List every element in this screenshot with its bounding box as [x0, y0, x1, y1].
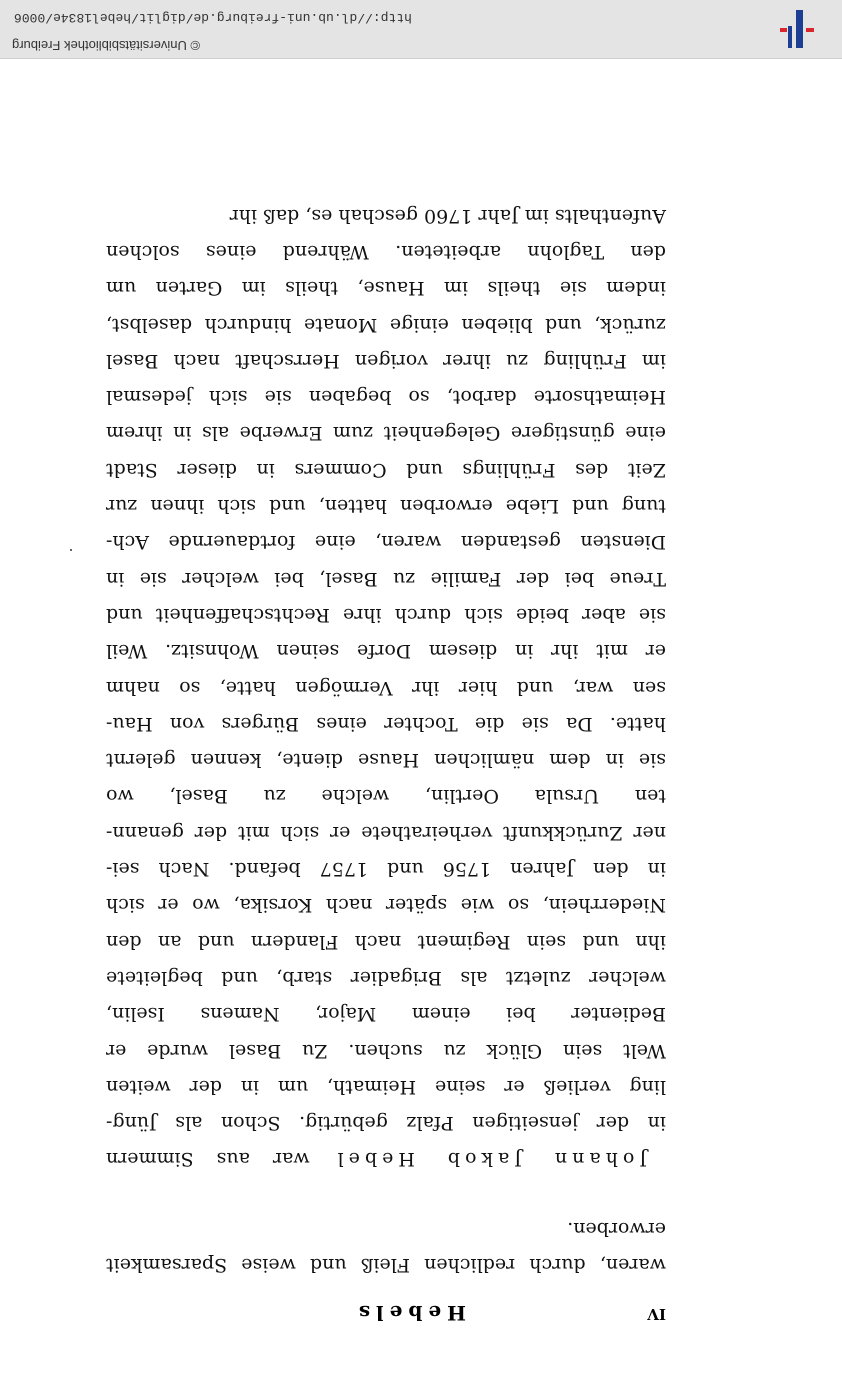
text-line: welcher zuletzt als Brigadier starb, und begleitete [106, 966, 666, 989]
paragraph-body [106, 197, 666, 1141]
text-line: Niederrhein, so wie später nach Korsika, wo er sich [106, 894, 666, 917]
page-number: IV [647, 1305, 666, 1323]
copyright-notice: © Universitätsbibliothek Freiburg [12, 38, 201, 53]
text-line: waren, durch redlichen Fleiß und weise Sparsamkeit [106, 1254, 666, 1276]
text-line: ihn und sein Regiment nach Flandern und an den [106, 930, 666, 953]
text-line: indem sie theils im Hause, theils im Garten um [106, 277, 666, 300]
text-line: den Taglohn arbeiteten. Während eines solchen [106, 240, 666, 263]
text-line: tung und Liebe erworben hatten, und sich ihnen zur [106, 495, 666, 518]
text-line: in der jenseitigen Pfalz gebürtig. Schon als Jüng- [106, 1112, 666, 1135]
text-line: Bedienter bei einem Major, Namens Iselin, [106, 1003, 666, 1026]
text-line: Diensten gestanden waren, eine fortdauernde Ach- [106, 531, 666, 554]
scanned-page [106, 197, 666, 1323]
logo-bar-main [796, 10, 803, 48]
text-line: Heimathsorte darbot, so begaben sie sich jedesmal [106, 386, 666, 409]
logo-red-mark-left [806, 28, 814, 32]
university-logo-icon[interactable] [780, 10, 820, 48]
page-url[interactable]: http://dl.ub.uni-freiburg.de/diglit/hebel1834e/0006 [14, 10, 412, 25]
text-line: im Frühling zu ihrer vorigen Herrschaft nach Basel [106, 349, 666, 372]
text-line: in den Jahren 1756 und 1757 befand. Nach sei- [106, 858, 666, 881]
text-line-first [106, 1141, 666, 1177]
text-line: Welt sein Glück zu suchen. Zu Basel wurde er [106, 1039, 666, 1062]
text-line: Treue bei der Familie zu Basel, bei welcher sie in [106, 567, 666, 590]
text-line: Zeit des Frühlings und Commers in dieser Stadt [106, 458, 666, 481]
logo-red-mark-right [780, 28, 787, 32]
text-line: sie aber beide sich durch ihre Rechtschaffenheit und [106, 603, 666, 626]
person-name: Johann Jakob Hebel [332, 1148, 647, 1171]
text-line: hatte. Da sie die Tochter eines Bürgers von Hau- [106, 712, 666, 735]
speck-mark [70, 549, 72, 551]
text-fragment: war aus Simmern [105, 1148, 310, 1171]
running-head-title: Hebels [352, 1301, 466, 1325]
text-line: eine günstigere Gelegenheit zum Erwerbe als in ihrem [106, 422, 666, 445]
logo-bar-secondary [788, 26, 792, 48]
text-line: Aufenthalts im Jahr 1760 geschah es, daß ihr [229, 204, 666, 227]
paragraph-gap [106, 1177, 666, 1210]
text-line: ling verließ er seine Heimath, um in der weiten [106, 1075, 666, 1098]
text-line: ner Zurückkunft verheirathete er sich mit der genann- [106, 821, 666, 844]
viewer-header-bar [0, 0, 842, 59]
text-line: erworben. [567, 1217, 666, 1240]
running-head [106, 1283, 666, 1323]
text-line: sie in dem nämlichen Hause diente, kennen gelernt [106, 749, 666, 772]
text-line: sen war, und hier ihr Vermögen hatte, so nahm [106, 676, 666, 699]
text-line: ten Ursula Oertlin, welche zu Basel, wo [106, 785, 666, 808]
text-line: er mit ihr in diesem Dorfe seinen Wohnsitz. Weil [106, 640, 666, 663]
text-line: zurück, und blieben einige Monate hindurch daselbst, [106, 313, 666, 336]
